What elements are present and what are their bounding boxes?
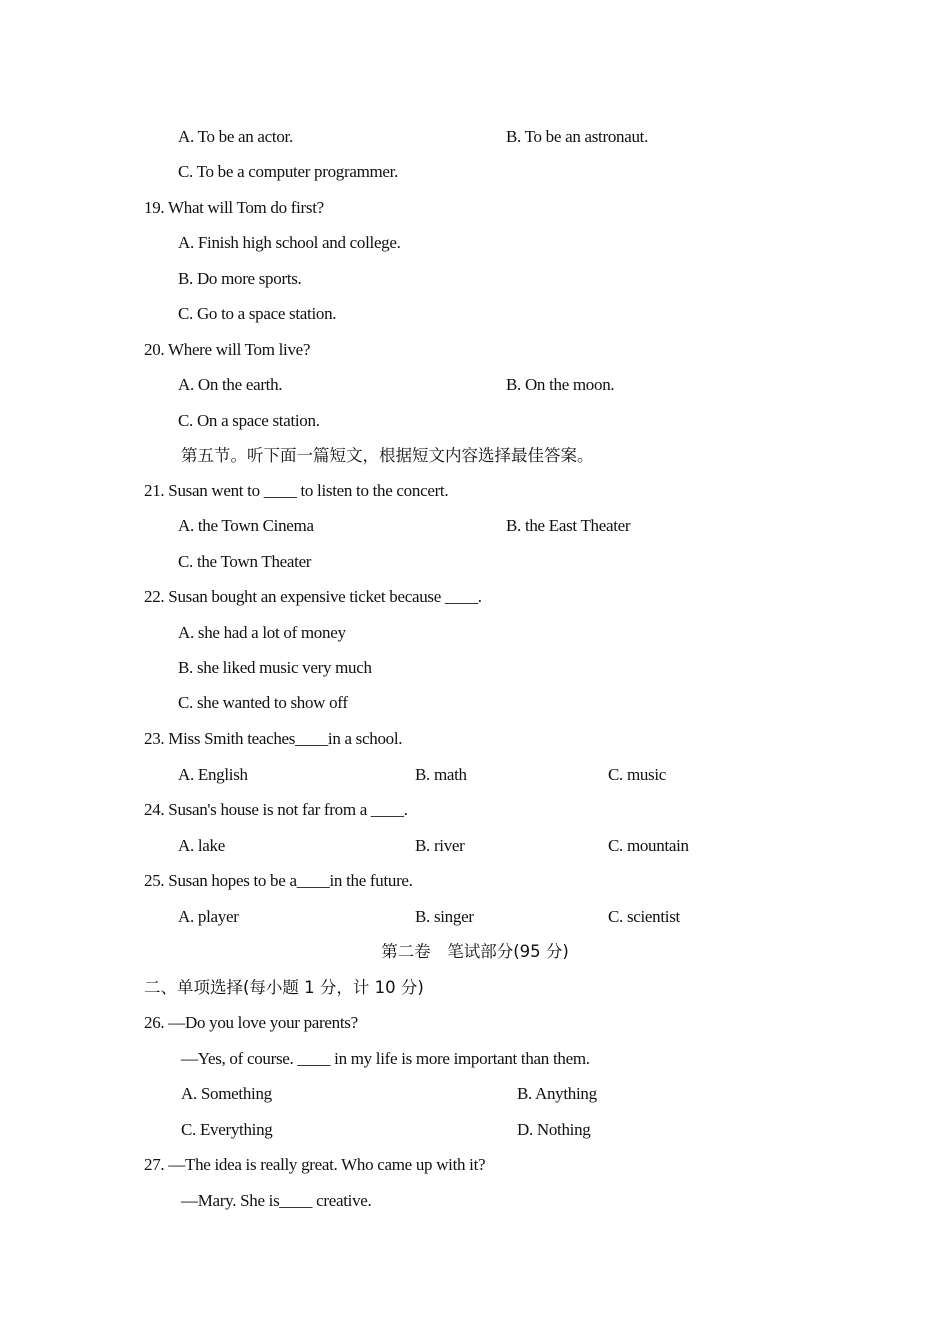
q21-option-c: C. the Town Theater [178,552,312,571]
q25-option-c: C. scientist [608,907,680,926]
q19-question: 19. What will Tom do first? [144,198,324,217]
q20-option-c: C. On a space station. [178,411,320,430]
q21-option-a: A. the Town Cinema [178,516,314,535]
q25-option-a: A. player [178,907,239,926]
q23-option-b: B. math [415,765,467,784]
q24-option-c: C. mountain [608,836,689,855]
q21-question: 21. Susan went to ____ to listen to the concert. [144,481,449,500]
q27-reply: —Mary. She is____ creative. [181,1191,372,1210]
q19-option-b: B. Do more sports. [178,269,302,288]
q21-option-b: B. the East Theater [506,516,631,535]
q25-option-b: B. singer [415,907,474,926]
section5-instruction: 第五节。听下面一篇短文，根据短文内容选择最佳答案。 [181,446,594,465]
q18-option-b: B. To be an astronaut. [506,127,649,146]
q20-option-a: A. On the earth. [178,375,283,394]
q26-question: 26. —Do you love your parents? [144,1013,358,1032]
q20-question: 20. Where will Tom live? [144,340,311,359]
part2-title: 第二卷 笔试部分(95 分) [381,942,569,961]
q26-option-a: A. Something [181,1084,272,1103]
q19-option-c: C. Go to a space station. [178,304,337,323]
q26-option-d: D. Nothing [517,1120,591,1139]
q24-option-a: A. lake [178,836,225,855]
q26-option-b: B. Anything [517,1084,597,1103]
q18-option-c: C. To be a computer programmer. [178,162,399,181]
q22-option-a: A. she had a lot of money [178,623,346,642]
q22-question: 22. Susan bought an expensive ticket because ____. [144,587,482,606]
q24-question: 24. Susan's house is not far from a ____. [144,800,408,819]
q26-reply: —Yes, of course. ____ in my life is more important than them. [181,1049,590,1068]
q27-question: 27. —The idea is really great. Who came up with it? [144,1155,486,1174]
part2-section-heading: 二、单项选择(每小题 1 分，计 10 分) [144,978,424,997]
q18-option-a: A. To be an actor. [178,127,293,146]
q25-question: 25. Susan hopes to be a____in the future. [144,871,413,890]
q24-option-b: B. river [415,836,465,855]
q23-option-a: A. English [178,765,248,784]
q23-question: 23. Miss Smith teaches____in a school. [144,729,403,748]
q20-option-b: B. On the moon. [506,375,615,394]
q26-option-c: C. Everything [181,1120,273,1139]
q19-option-a: A. Finish high school and college. [178,233,401,252]
q22-option-b: B. she liked music very much [178,658,372,677]
q22-option-c: C. she wanted to show off [178,693,348,712]
q23-option-c: C. music [608,765,667,784]
